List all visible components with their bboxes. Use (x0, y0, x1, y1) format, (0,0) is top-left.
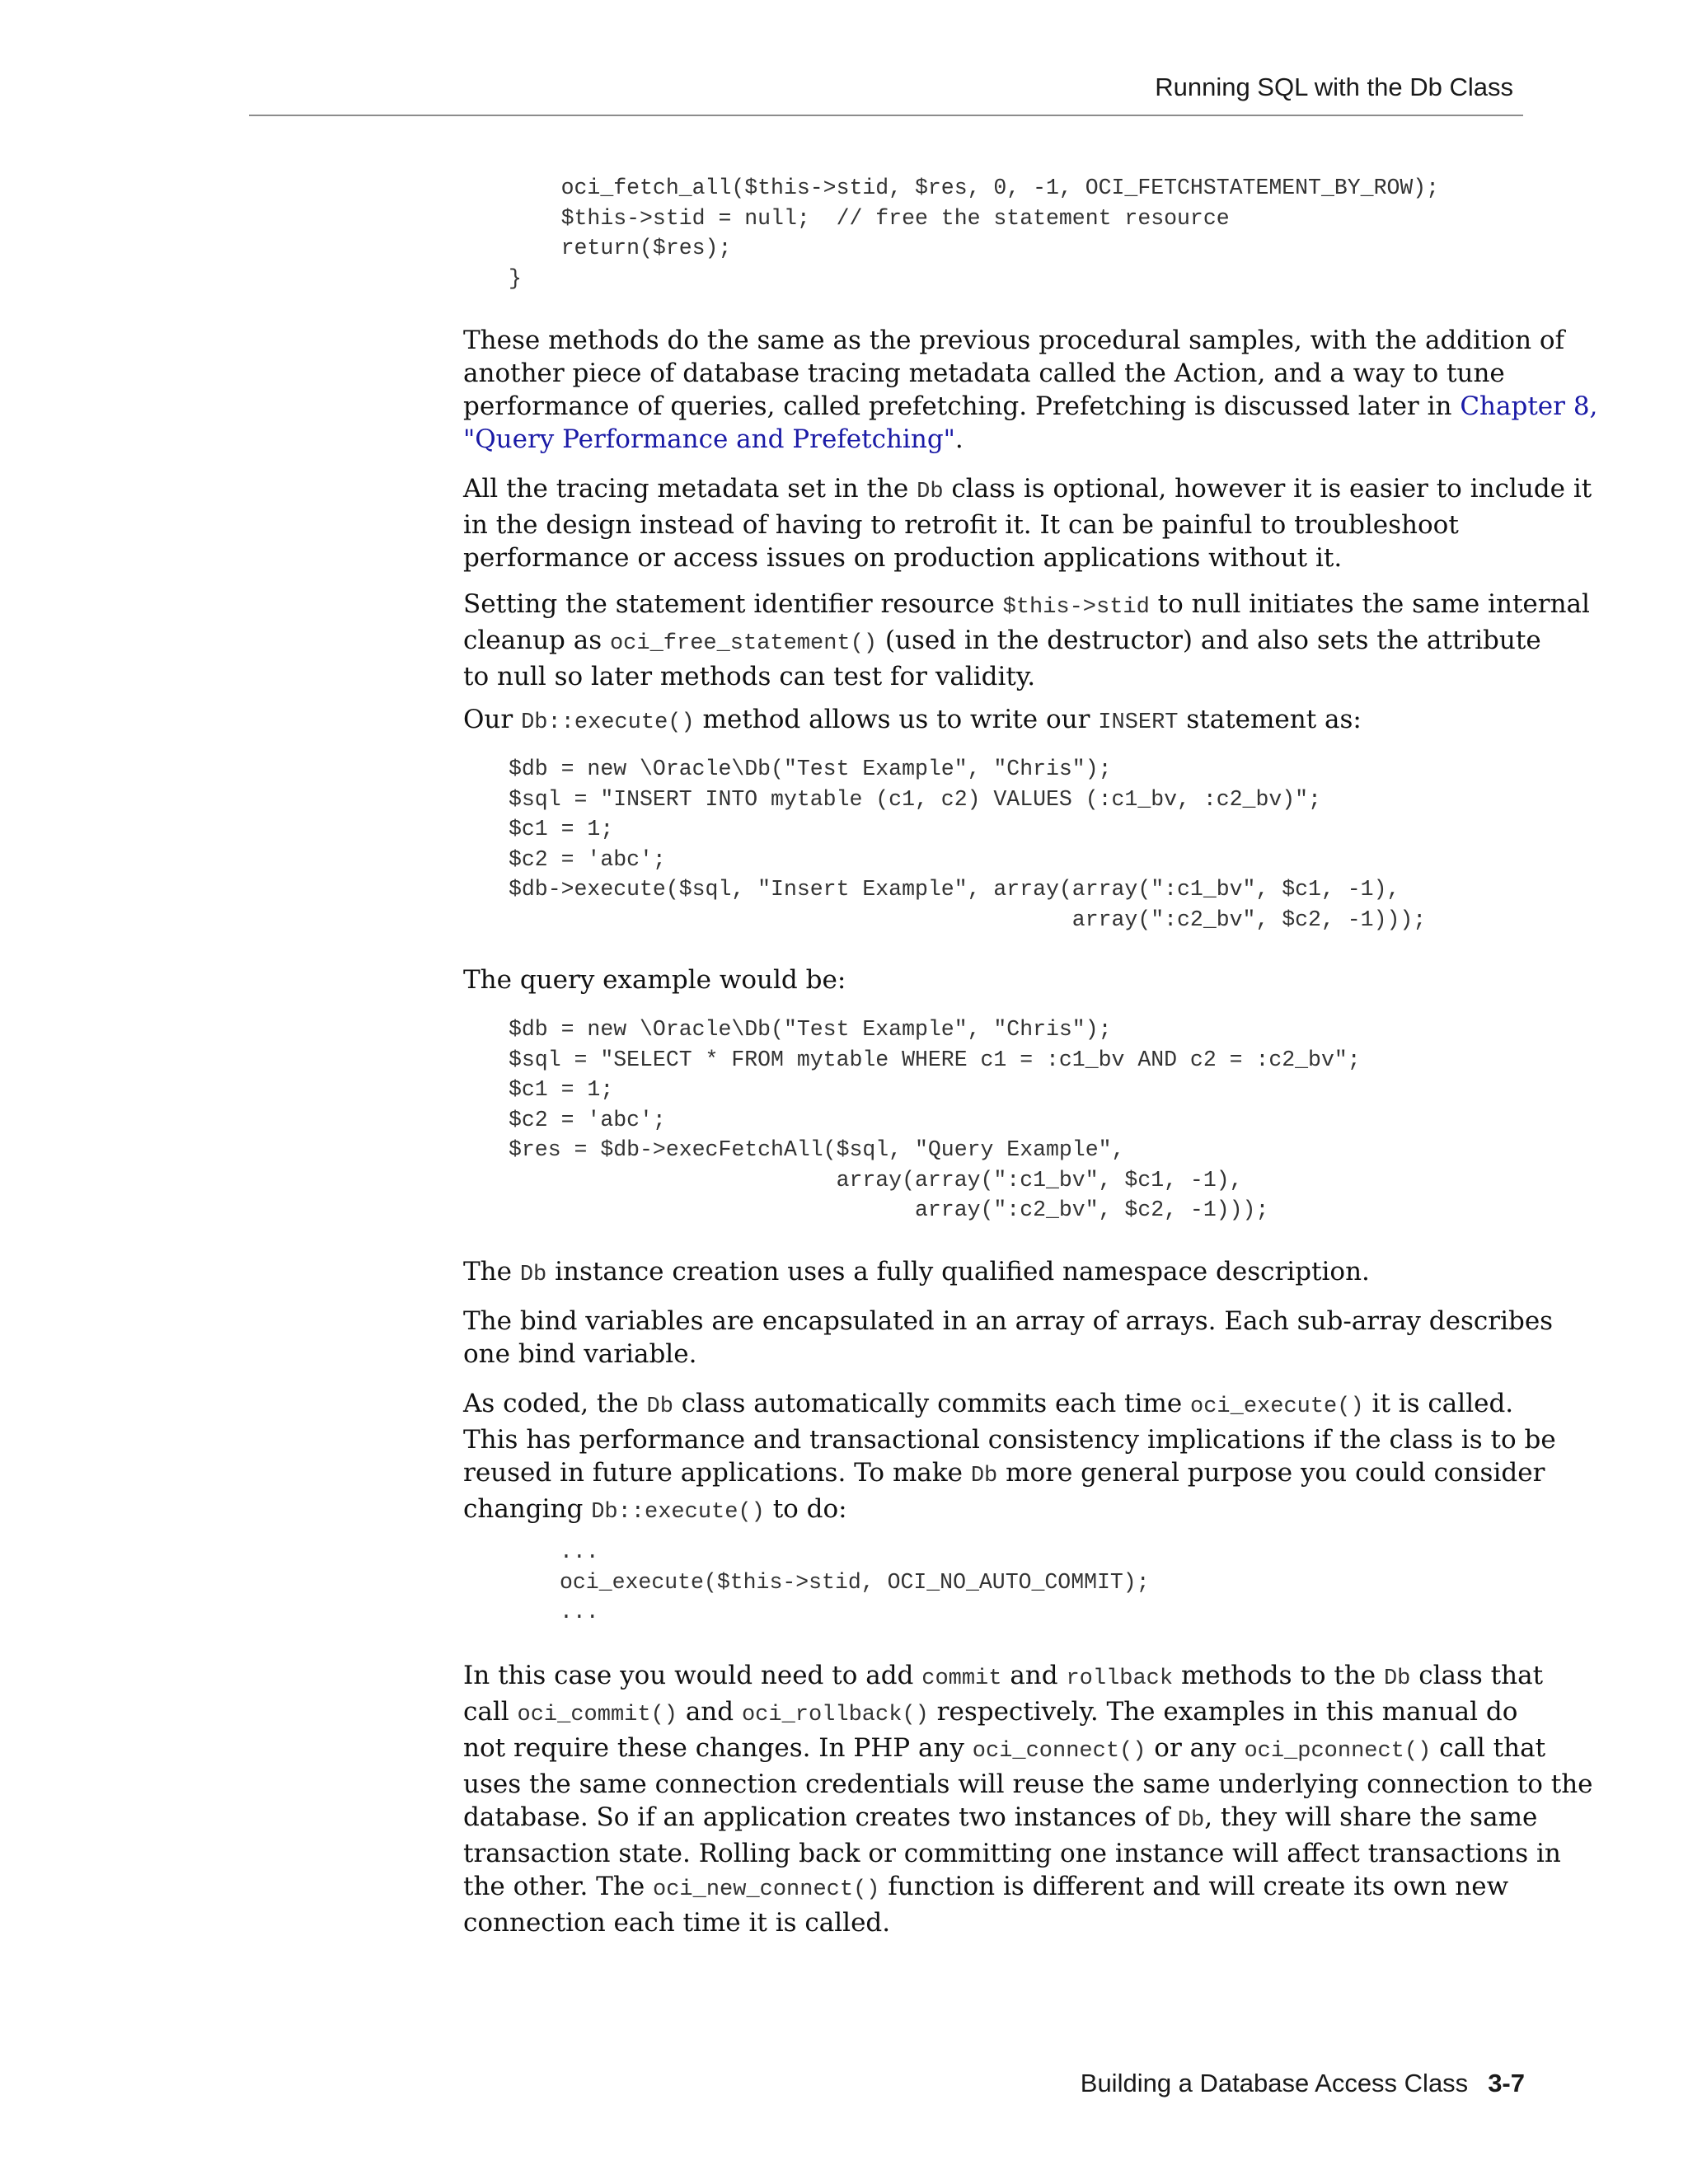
paragraph-statement-identifier (463, 588, 1590, 693)
inline-code: oci_commit() (517, 1703, 678, 1727)
paragraph-bind-variables (463, 1305, 1554, 1371)
text-run: The (463, 1257, 520, 1286)
inline-code: oci_free_statement() (609, 631, 878, 656)
code-block-fetch-end: oci_fetch_all($this->stid, $res, 0, -1, OCI_FETCHSTATEMENT_BY_ROW); $this->stid = null; // free the statement resource return($res); } (509, 176, 1440, 291)
text-run: and (1001, 1661, 1067, 1690)
inline-code: commit (921, 1666, 1002, 1691)
text-run: call that (1431, 1733, 1546, 1763)
inline-code: Db (519, 1263, 547, 1287)
code-block-insert-example: $db = new \Oracle\Db("Test Example", "Chris"); $sql = "INSERT INTO mytable (c1, c2) VALUES (:c1_bv, :c2_bv)"; $c1 = 1; $c2 = 'abc'; $db->execute($sql, "Insert Example", array(array(":c1_bv", $c1, -1), array(":c2_bv", $c2, -1))); (509, 757, 1427, 932)
text-run: class is optional, however it is easier to include it (943, 474, 1592, 504)
paragraph-commit-rollback (463, 1659, 1593, 1939)
text-line: another piece of database tracing metadata called the Action, and a way to tune (463, 359, 1505, 388)
query-performance-link[interactable]: "Query Performance and Prefetching" (463, 424, 955, 454)
text-run: the other. The (463, 1872, 654, 1901)
text-run: methods to the (1173, 1661, 1384, 1690)
text-run: or any (1146, 1733, 1245, 1763)
text-line: performance or access issues on production applications without it. (463, 543, 1343, 573)
text-line: to null so later methods can test for validity. (463, 662, 1036, 691)
text-run: As coded, the (463, 1389, 647, 1418)
text-run: (used in the destructor) and also sets the attribute (877, 626, 1541, 655)
text-run: method allows us to write our (694, 705, 1099, 734)
inline-code: rollback (1066, 1666, 1174, 1691)
paragraph-auto-commit (463, 1387, 1556, 1529)
paragraph-insert-intro (463, 703, 1531, 739)
text-line: uses the same connection credentials will reuse the same underlying connection to the (463, 1769, 1593, 1799)
inline-code: Db (970, 1464, 998, 1488)
inline-code: Db::execute() (521, 710, 695, 735)
inline-code: $this->stid (1002, 595, 1150, 620)
text-line: one bind variable. (463, 1339, 697, 1369)
text-run: instance creation uses a fully qualified namespace description. (546, 1257, 1370, 1286)
text-run: Setting the statement identifier resource (463, 589, 1003, 619)
code-block-no-auto-commit: ... oci_execute($this->stid, OCI_NO_AUTO_COMMIT); ... (560, 1540, 1150, 1624)
inline-code: Db (917, 480, 944, 504)
inline-code: oci_execute() (1190, 1394, 1364, 1419)
inline-code: Db (1177, 1808, 1205, 1833)
text-run: reused in future applications. To make (463, 1458, 971, 1488)
text-run: All the tracing metadata set in the (463, 474, 917, 504)
text-run: more general purpose you could consider (997, 1458, 1545, 1488)
text-run: performance of queries, called prefetching. Prefetching is discussed later in (463, 391, 1461, 421)
inline-code: oci_rollback() (741, 1703, 929, 1727)
inline-code: oci_connect() (972, 1739, 1146, 1764)
footer-chapter-title: Building a Database Access Class (1080, 2069, 1469, 2097)
text-line: connection each time it is called. (463, 1908, 891, 1938)
paragraph-prefetching (463, 324, 1598, 456)
text-line: transaction state. Rolling back or committing one instance will affect transactions in (463, 1839, 1561, 1868)
text-line: in the design instead of having to retrofit it. It can be painful to troubleshoot (463, 510, 1459, 540)
inline-code: oci_new_connect() (653, 1877, 880, 1902)
inline-code: Db (646, 1394, 673, 1419)
text-line: The bind variables are encapsulated in an array of arrays. Each sub-array describes (463, 1306, 1554, 1336)
text-run: database. So if an application creates two instances of (463, 1802, 1178, 1832)
code-block-query-example: $db = new \Oracle\Db("Test Example", "Chris"); $sql = "SELECT * FROM mytable WHERE c1 = :c1_bv AND c2 = :c2_bv"; $c1 = 1; $c2 = 'abc'; $res = $db->execFetchAll($sql, "Query Example", array(array(":c1_bv", $c1, -1), array(":c2_bv", $c2, -1))); (509, 1017, 1361, 1222)
text-line: These methods do the same as the previous procedural samples, with the addition of (463, 326, 1565, 355)
text-run: and (677, 1697, 742, 1727)
text-run: class automatically commits each time (673, 1389, 1191, 1418)
inline-code: Db (1383, 1666, 1411, 1691)
text-run: not require these changes. In PHP any (463, 1733, 973, 1763)
text-run: respectively. The examples in this manual do (928, 1697, 1518, 1727)
text-run: Our (463, 705, 522, 734)
text-run: cleanup as (463, 626, 610, 655)
paragraph-query-intro (463, 963, 1531, 996)
text-run: class that (1410, 1661, 1544, 1690)
page-footer (1081, 2069, 1525, 2098)
text-run: to null initiates the same internal (1149, 589, 1590, 619)
text-run: to do: (764, 1494, 847, 1524)
text-run: changing (463, 1494, 592, 1524)
text-run: statement as: (1178, 705, 1362, 734)
paragraph-namespace (463, 1255, 1531, 1291)
page-number: 3-7 (1488, 2069, 1525, 2097)
inline-code: oci_pconnect() (1244, 1739, 1432, 1764)
text-line: This has performance and transactional consistency implications if the class is to be (463, 1425, 1556, 1455)
text-run: . (954, 424, 964, 454)
chapter-8-link[interactable]: Chapter 8, (1460, 391, 1598, 421)
inline-code: Db::execute() (591, 1500, 765, 1525)
text-run: call (463, 1697, 518, 1727)
text-run: In this case you would need to add (463, 1661, 922, 1690)
paragraph-tracing-metadata (463, 472, 1592, 574)
inline-code: INSERT (1098, 710, 1179, 735)
text-line: The query example would be: (463, 965, 846, 995)
running-header: Running SQL with the Db Class (1155, 73, 1513, 101)
header-rule (249, 115, 1523, 116)
text-run: function is different and will create its own new (879, 1872, 1509, 1901)
text-run: , they will share the same (1204, 1802, 1538, 1832)
text-run: it is called. (1363, 1389, 1514, 1418)
